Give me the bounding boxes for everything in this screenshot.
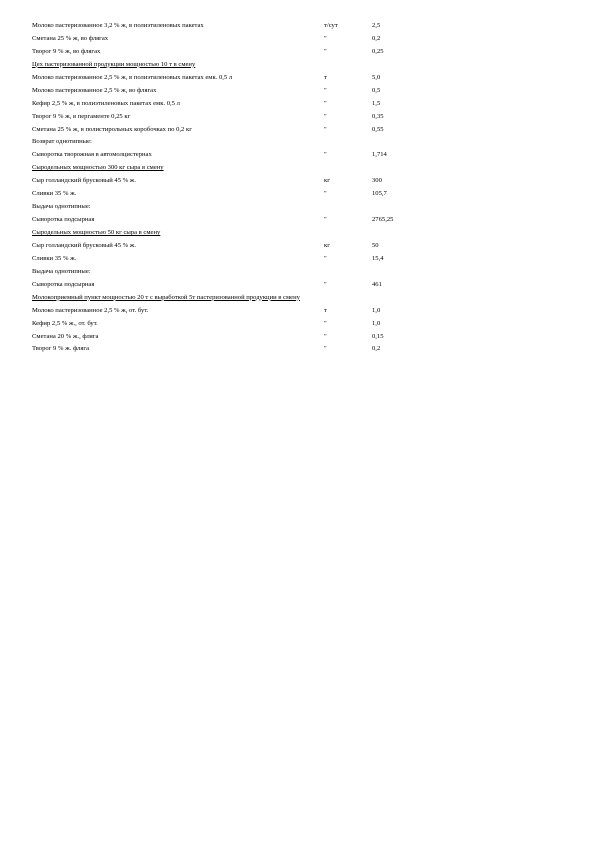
- row-name: Сыродельных мощностью 300 кг сыра в смену: [32, 164, 164, 172]
- row-name: Молоко пастеризованное 3,2 % ж, в полиэтиленовых пакетах: [32, 22, 204, 29]
- row-value: 1,5: [372, 99, 381, 107]
- row-name: Цех пастеризованной продукции мощностью 10 т в смену: [32, 60, 196, 68]
- table-row: [32, 136, 572, 149]
- row-value: 0,2: [372, 345, 381, 353]
- row-value: 50: [372, 241, 379, 249]
- row-value: 0,2: [372, 34, 381, 42]
- table-row: [32, 98, 572, 111]
- section-heading-row: [32, 227, 572, 240]
- row-name: Кефир 2,5 % ж., от. бут.: [32, 319, 98, 327]
- table-row: [32, 46, 572, 59]
- row-value: 1,0: [372, 306, 381, 314]
- document-body: [32, 20, 572, 356]
- row-name: Сыворотка подсырная: [32, 280, 95, 288]
- row-name: Сметана 20 % ж., фляга: [32, 332, 99, 340]
- table-row: [32, 149, 572, 162]
- row-unit: ": [324, 190, 327, 198]
- table-row: [32, 33, 572, 46]
- row-unit: т: [324, 306, 327, 314]
- row-name: Молоко пастеризованное 2,5 % ж, в полиэтиленовых пакетах емк. 0,5 л: [32, 73, 233, 81]
- row-name: Молокоприемный пункт мощностью 20 т с выработкой 5т пастеризованной продукции в смену: [32, 293, 300, 301]
- row-name: Кефир 2,5 % ж, в полиэтиленовых пакетах емк. 0,5 л: [32, 99, 180, 107]
- table-row: [32, 20, 572, 33]
- row-name: Сыр голландский брусковый 45 % ж.: [32, 241, 137, 249]
- row-unit: ": [324, 151, 327, 159]
- row-name: Сыр голландский брусковый 45 % ж.: [32, 177, 137, 185]
- row-name: Молоко пастеризованное 2,5 % ж, во флягах: [32, 86, 157, 94]
- table-row: [32, 124, 572, 137]
- row-unit: ": [324, 99, 327, 107]
- row-value: 300: [372, 177, 382, 185]
- row-unit: т: [324, 73, 327, 81]
- row-unit: кг: [324, 177, 330, 185]
- row-unit: ": [324, 280, 327, 288]
- row-value: 0,15: [372, 332, 384, 340]
- row-name: Сыворотка творожная в автомолцистернах: [32, 151, 152, 159]
- row-name: Творог 9 % ж, в пергаменте 0,25 кг: [32, 112, 131, 120]
- row-name: Выдача однотипные:: [32, 203, 91, 211]
- row-name: Возврат однотипные:: [32, 138, 92, 146]
- table-row: [32, 240, 572, 253]
- table-row: [32, 343, 572, 356]
- row-value: 2765,25: [372, 216, 394, 224]
- table-row: [32, 266, 572, 279]
- row-value: 0,25: [372, 47, 384, 55]
- row-value: 15,4: [372, 254, 384, 262]
- row-name: Сливки 35 % ж.: [32, 254, 77, 262]
- table-row: [32, 253, 572, 266]
- table-row: [32, 305, 572, 318]
- row-value: 2,5: [372, 22, 381, 29]
- row-unit: ": [324, 125, 327, 133]
- table-row: [32, 279, 572, 292]
- row-unit: ": [324, 254, 327, 262]
- row-name: Творог 9 % ж. фляга: [32, 345, 90, 353]
- row-unit: ": [324, 332, 327, 340]
- section-heading-row: [32, 59, 572, 72]
- row-unit: ": [324, 319, 327, 327]
- row-unit: ": [324, 112, 327, 120]
- row-unit: кг: [324, 241, 330, 249]
- row-name: Творог 9 % ж, во флягах: [32, 47, 101, 55]
- row-value: 1,714: [372, 151, 387, 159]
- row-name: Сыворотка подсырная: [32, 216, 95, 224]
- row-unit: ": [324, 34, 327, 42]
- row-value: 461: [372, 280, 382, 288]
- row-name: Сметана 25 % ж, во флягах: [32, 34, 109, 42]
- table-row: [32, 318, 572, 331]
- row-value: 0,55: [372, 125, 384, 133]
- table-row: [32, 85, 572, 98]
- row-value: 5,0: [372, 73, 381, 81]
- table-row: [32, 72, 572, 85]
- section-heading-row: [32, 162, 572, 175]
- row-name: Сметана 25 % ж, в полистирольных коробочках по 0,2 кг: [32, 125, 192, 133]
- table-row: [32, 188, 572, 201]
- row-name: Сыродельных мощностью 50 кг сыра в смену: [32, 229, 161, 236]
- row-value: 0,35: [372, 112, 384, 120]
- section-heading-row: [32, 292, 572, 305]
- row-unit: ": [324, 47, 327, 55]
- table-row: [32, 331, 572, 344]
- row-unit: ": [324, 86, 327, 94]
- row-unit: ": [324, 345, 327, 353]
- row-name: Выдача однотипные:: [32, 267, 91, 275]
- row-name: Молоко пастеризованное 2,5 % ж, от. бут.: [32, 306, 149, 314]
- table-row: [32, 214, 572, 227]
- row-value: 1,0: [372, 319, 381, 327]
- table-row: [32, 201, 572, 214]
- table-row: [32, 111, 572, 124]
- row-value: 105,7: [372, 190, 387, 198]
- row-unit: ": [324, 216, 327, 224]
- row-value: 0,5: [372, 86, 381, 94]
- row-unit: т/сут: [324, 22, 338, 29]
- table-row: [32, 175, 572, 188]
- row-name: Сливки 35 % ж.: [32, 190, 77, 198]
